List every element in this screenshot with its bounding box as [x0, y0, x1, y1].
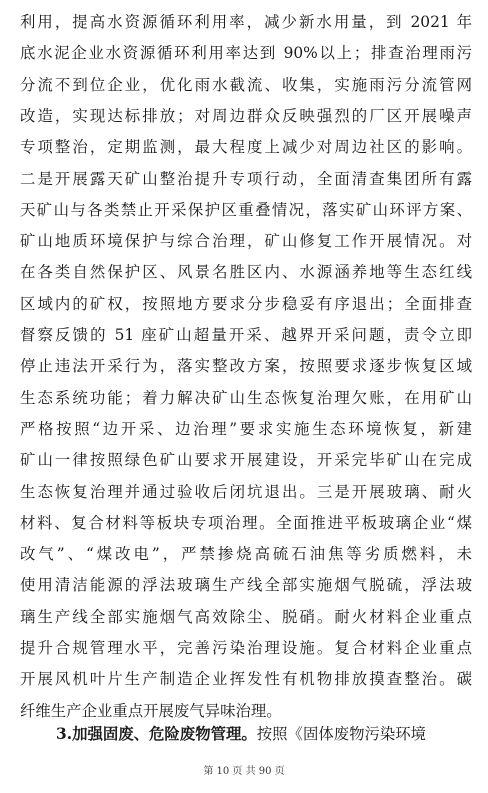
text-line: 璃生产线全部实施烟气高效除尘、脱硝。耐火材料企业重点	[20, 607, 472, 626]
text-line: 使用清洁能源的浮法玻璃生产线全部实施烟气脱硫，浮法玻	[20, 576, 472, 595]
text-line: 材料、复合材料等板块专项治理。全面推进平板玻璃企业“煤	[20, 513, 472, 532]
text-line: 专项整治，定期监测，最大程度上减少对周边社区的影响。	[20, 138, 472, 157]
heading-bold: 3.加强固废、危险废物管理。	[56, 725, 257, 743]
text-line: 生态系统功能；着力解决矿山生态恢复治理欠账，在用矿山	[20, 388, 472, 407]
text-line: 分流不到位企业，优化雨水截流、收集，实施雨污分流管网	[20, 75, 472, 94]
page-footer: 第 10 页 共 90 页	[203, 766, 285, 777]
text-line: 改气”、“煤改电”，严禁掺烧高硫石油焦等劣质燃料，未	[20, 545, 472, 564]
text-line: 矿山一律按照绿色矿山要求开展建设，开采完毕矿山在完成	[20, 451, 472, 470]
section-heading	[56, 720, 472, 748]
text-line: 矿山地质环境保护与综合治理，矿山修复工作开展情况。对	[20, 232, 472, 251]
text-line: 停止违法开采行为，落实整改方案，按照要求逐步恢复区域	[20, 357, 472, 376]
heading-rest: 按照《固体废物污染环境	[256, 725, 427, 743]
text-line: 区域内的矿权，按照地方要求分步稳妥有序退出；全面排查	[20, 294, 472, 313]
text-line: 二是开展露天矿山整治提升专项行动，全面清查集团所有露	[20, 169, 472, 188]
text-line: 严格按照“边开采、边治理”要求实施生态环境恢复，新建	[20, 419, 472, 438]
text-line: 在各类自然保护区、风景名胜区内、水源涵养地等生态红线	[20, 263, 472, 282]
text-line: 改造，实现达标排放；对周边群众反映强烈的厂区开展噪声	[20, 106, 472, 125]
text-line: 利用，提高水资源循环利用率，减少新水用量，到 2021 年	[20, 13, 472, 31]
text-line: 督察反馈的 51 座矿山超量开采、越界开采问题，责令立即	[20, 326, 472, 344]
text-line: 生态恢复治理并通过验收后闭坑退出。三是开展玻璃、耐火	[20, 482, 472, 501]
text-line: 底水泥企业水资源循环利用率达到 90%以上；排查治理雨污	[20, 44, 472, 63]
text-line: 天矿山与各类禁止开采保护区重叠情况，落实矿山环评方案、	[20, 200, 472, 219]
text-line: 提升合规管理水平，完善污染治理设施。复合材料企业重点	[20, 639, 472, 657]
text-line: 开展风机叶片生产制造企业挥发性有机物排放摸查整治。碳	[20, 670, 472, 689]
text-line: 纤维生产企业重点开展废气异味治理。	[20, 701, 282, 720]
